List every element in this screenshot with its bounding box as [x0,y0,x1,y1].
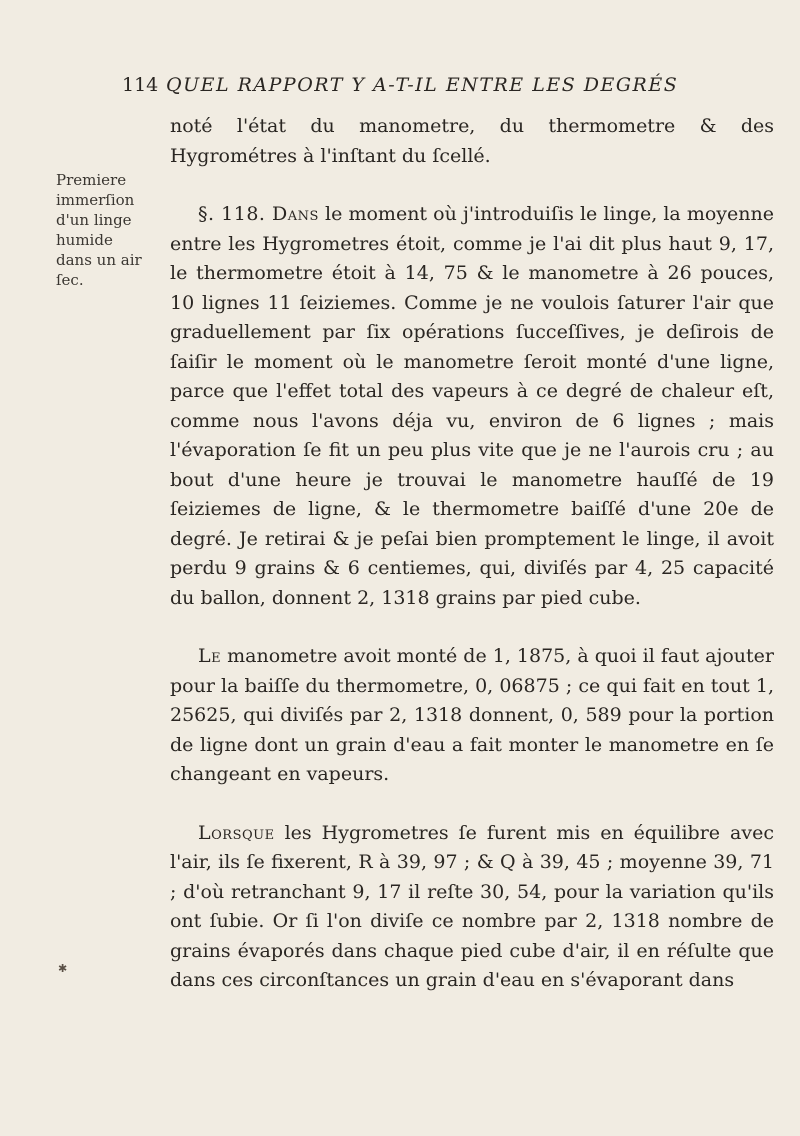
paragraph-118 [170,200,774,613]
margin-note-line: humide [56,231,113,249]
margin-note [56,170,164,290]
main-text [170,112,774,996]
paragraph-lead: Lorsque [198,821,275,844]
running-title: QUEL RAPPORT Y A-T-IL ENTRE LES DEGRÉS [166,74,679,96]
paragraph-continuation: noté l'état du manometre, du thermometre & des Hygrométres à l'inſtant du ſcellé. [170,115,774,167]
paragraph-text: le moment où j'introduiſis le linge, la moyenne entre les Hygrometres étoit, comme je l'ai dit plus haut 9, 17, le thermometre étoit à 14, 75 & le manometre à 26 pouces, 10 lignes 11 ſeiziemes. Comme je ne voulois ſaturer l'air que graduellement par ſix opérations ſucceſſives, je deſirois de ſaiſir le moment où le manometre ſeroit monté d'une ligne, parce que l'effet total des vapeurs à ce degré de chaleur eſt, comme nous l'avons déja vu, environ de 6 lignes ; mais l'évaporation ſe fit un peu plus vite que je ne l'aurois cru ; au bout d'une heure je trouvai le manometre hauſſé de 19 ſeiziemes de ligne, & le thermometre baiſſé d'une 20e de degré. Je retirai & je peſai bien promptement le linge, il avoit perdu 9 grains & 6 centiemes, qui, diviſés par 4, 25 capacité du ballon, donnent 2, 1318 grains par pied cube. [170,203,774,609]
paragraph-text: les Hygrometres ſe furent mis en équilibre avec l'air, ils ſe fixerent, R à 39, 97 ; & Q à 39, 45 ; moyenne 39, 71 ; d'où retranchant 9, 17 il reſte 30, 54, pour la variation qu'ils ont ſubie. Or ſi l'on diviſe ce nombre par 2, 1318 nombre de grains évaporés dans chaque pied cube d'air, il en réſulte que dans ces circonſtances un grain d'eau en s'évaporant dans [170,821,774,991]
page-header [122,74,722,100]
ink-speck-mark: ✱ [58,962,68,975]
margin-note-line: d'un linge [56,211,132,229]
paragraph-lead: §. 118. Dans [198,203,319,225]
paragraph-lorsque [170,819,774,996]
paragraph-text: manometre avoit monté de 1, 1875, à quoi il faut ajouter pour la baiſſe du thermometre, 0, 06875 ; ce qui fait en tout 1, 25625, qui diviſés par 2, 1318 donnent, 0, 589 pour la portion de ligne dont un grain d'eau a fait monter le manometre en ſe changeant en vapeurs. [170,645,774,785]
margin-note-line: ſec. [56,271,84,289]
paragraph-manometre [170,642,774,790]
margin-note-line: Premiere [56,171,127,189]
paragraph-lead: Le [198,645,222,667]
margin-note-line: dans un air [56,251,142,269]
page-number: 114 [122,74,159,96]
margin-note-line: immerſion [56,191,135,209]
